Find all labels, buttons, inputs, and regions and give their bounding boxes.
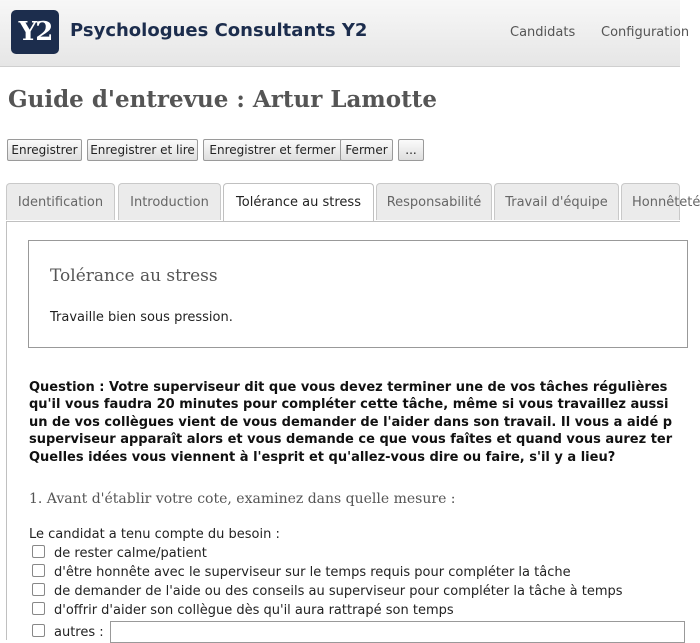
option-label: autres : — [54, 625, 104, 640]
question-line: superviseur apparaît alors et vous demande ce que vous faîtes et quand vous aurez ter — [29, 432, 673, 448]
option-label: de demander de l'aide ou des conseils au superviseur pour compléter la tâche à temps — [54, 584, 623, 599]
section-description: Travaille bien sous pression. — [50, 310, 233, 325]
option-ask-for-help[interactable] — [32, 583, 623, 599]
save-button[interactable]: Enregistrer — [7, 139, 82, 161]
nav-candidats[interactable]: Candidats — [510, 25, 576, 40]
app-name[interactable]: Psychologues Consultants Y2 — [70, 20, 368, 41]
option-offer-help-colleague[interactable] — [32, 602, 454, 618]
tab-responsabilite[interactable]: Responsabilité — [376, 183, 492, 220]
checkbox[interactable] — [32, 583, 45, 596]
tab-identification[interactable]: Identification — [6, 183, 115, 220]
step-1-title: 1. Avant d'établir votre cote, examinez dans quelle mesure : — [29, 491, 456, 507]
option-label: d'être honnête avec le superviseur sur le temps requis pour compléter la tâche — [54, 565, 571, 580]
top-bar — [0, 0, 690, 67]
option-other[interactable] — [32, 624, 104, 640]
other-text-input[interactable] — [110, 621, 685, 643]
option-label: de rester calme/patient — [54, 546, 207, 561]
question-line: Question : Votre superviseur dit que vous devez terminer une de vos tâches régulières — [29, 380, 668, 395]
question-line: qu'il vous faudra 20 minutes pour compléter cette tâche, même si vous travaillez aussi — [29, 397, 669, 413]
save-and-read-button[interactable]: Enregistrer et lire — [87, 139, 198, 161]
question-text — [29, 379, 689, 466]
option-calm-patient[interactable] — [32, 545, 207, 561]
content-border — [6, 221, 7, 640]
option-honest-with-supervisor[interactable] — [32, 564, 571, 580]
question-line: un de vos collègues vient de vous demander de l'aider dans son travail. Il vous a aidé p — [29, 414, 673, 430]
close-button[interactable]: Fermer — [340, 139, 393, 161]
tab-bar — [0, 183, 700, 222]
save-and-close-button[interactable]: Enregistrer et fermer — [203, 139, 342, 161]
checkbox[interactable] — [32, 564, 45, 577]
tab-introduction[interactable]: Introduction — [118, 183, 221, 220]
checkbox[interactable] — [32, 624, 45, 637]
tab-divider — [6, 221, 680, 222]
tab-tolerance-au-stress[interactable]: Tolérance au stress — [223, 183, 374, 222]
nav-configuration[interactable]: Configuration — [601, 25, 690, 40]
tab-honnetete[interactable]: Honnêteté — [621, 183, 680, 220]
checkbox[interactable] — [32, 602, 45, 615]
question-line: Quelles idées vous viennent à l'esprit et qu'allez-vous dire ou faire, s'il y a lieu? — [29, 449, 616, 465]
section-title: Tolérance au stress — [50, 266, 218, 286]
tab-travail-d-equipe[interactable]: Travail d'équipe — [494, 183, 619, 220]
criteria-label: Le candidat a tenu compte du besoin : — [29, 527, 280, 542]
option-label: d'offrir d'aider son collègue dès qu'il aura rattrapé son temps — [54, 603, 454, 618]
checkbox[interactable] — [32, 545, 45, 558]
app-logo[interactable]: Y2 — [11, 10, 59, 54]
more-button[interactable]: ... — [398, 139, 424, 161]
section-header-box — [28, 240, 688, 348]
page-title: Guide d'entrevue : Artur Lamotte — [8, 86, 437, 113]
